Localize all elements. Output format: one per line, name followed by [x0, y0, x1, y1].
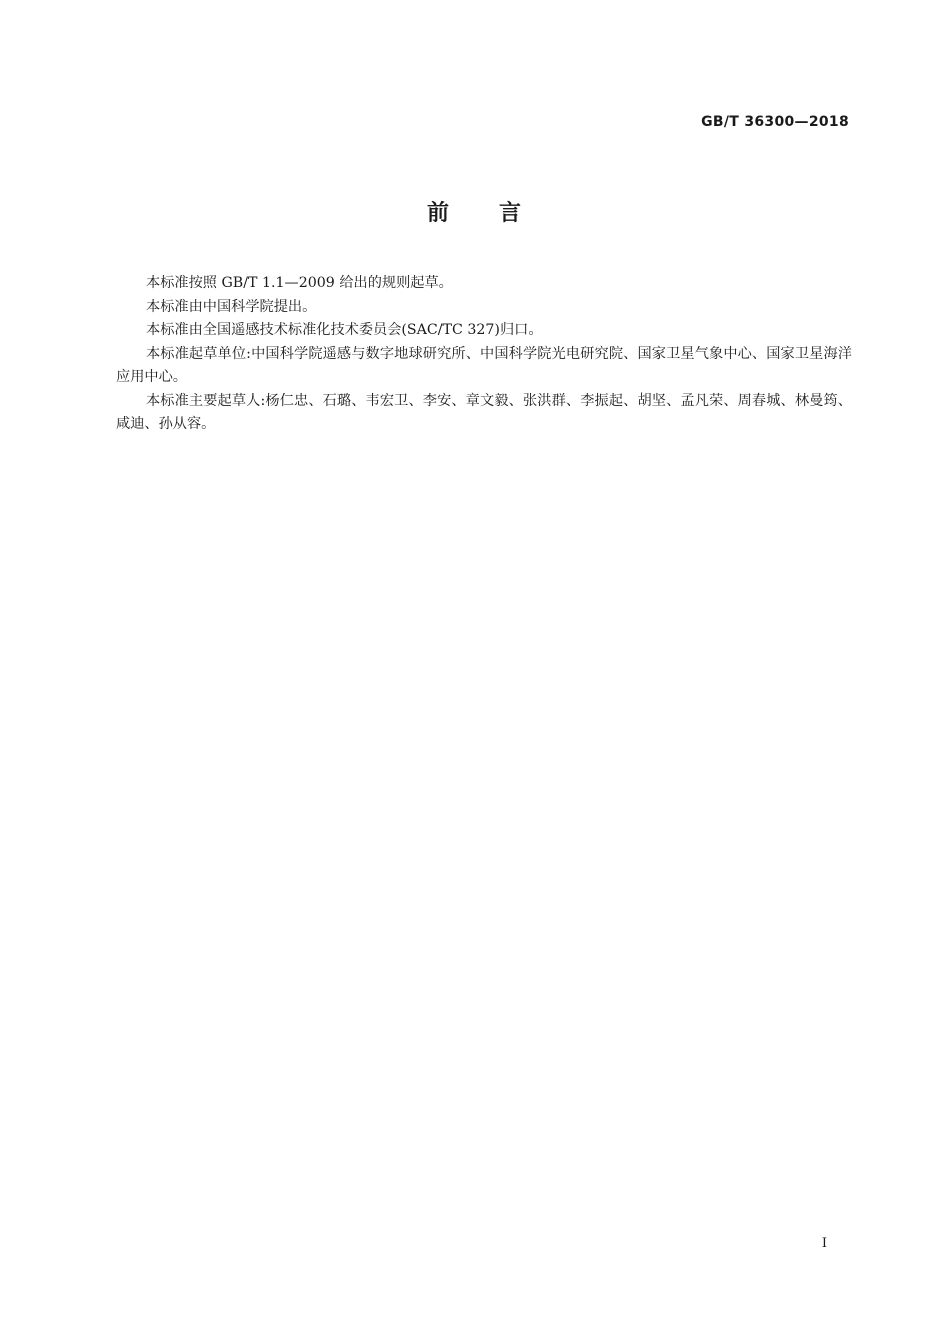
page-number: I [821, 1236, 827, 1251]
paragraph-technical-committee: 本标准由全国遥感技术标准化技术委员会(SAC/TC 327)归口。 [146, 322, 543, 338]
paragraph-drafters: 本标准主要起草人:杨仁忠、石璐、韦宏卫、李安、章文毅、张洪群、李振起、胡坚、孟凡荣、周春城、林曼筠、咸迪、孙从容。 [116, 392, 852, 432]
page-title: 前 言 [426, 201, 523, 226]
paragraph-drafting-organizations: 本标准起草单位:中国科学院遥感与数字地球研究所、中国科学院光电研究院、国家卫星气象中心、国家卫星海洋应用中心。 [116, 345, 852, 385]
standard-number: GB/T 36300—2018 [701, 114, 849, 130]
paragraph-drafting-rules: 本标准按照 GB/T 1.1—2009 给出的规则起草。 [146, 275, 453, 291]
paragraph-proposer: 本标准由中国科学院提出。 [146, 298, 317, 315]
document-body [116, 272, 852, 437]
